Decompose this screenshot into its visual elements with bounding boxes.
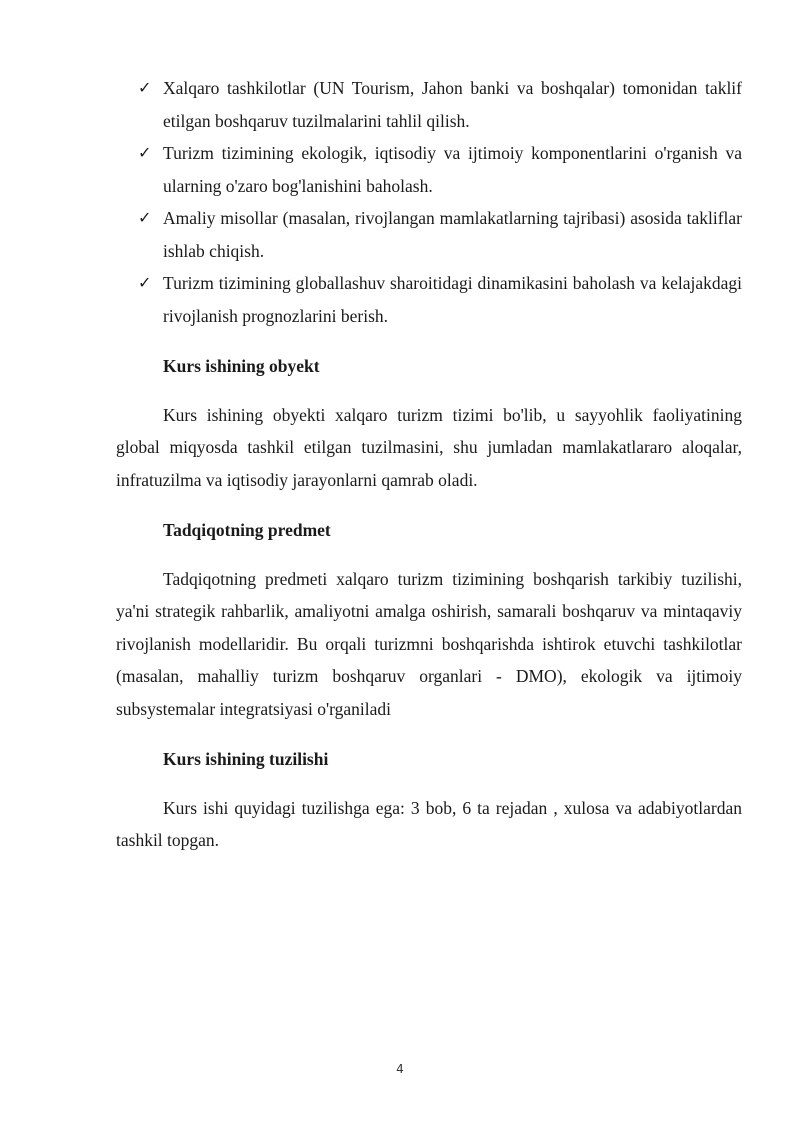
checkmark-icon: ✓: [138, 143, 152, 162]
structure-paragraph: Kurs ishi quyidagi tuzilishga ega: 3 bob, 6 ta rejadan , xulosa va adabiyotlardan tashkil topgan.: [116, 797, 742, 850]
list-item: [116, 202, 742, 267]
page-number: 4: [396, 1062, 404, 1076]
list-item: [116, 137, 742, 202]
list-item: [116, 267, 742, 332]
list-item-text: Turizm tizimining ekologik, iqtisodiy va ijtimoiy komponentlarini o'rganish va ularning o'zaro bog'lanishini baholash.: [163, 143, 742, 196]
list-item-text: Amaliy misollar (masalan, rivojlangan mamlakatlarning tajribasi) asosida takliflar ishlab chiqish.: [163, 208, 742, 261]
subject-heading: Tadqiqotning predmet: [163, 520, 331, 540]
checkmark-icon: ✓: [138, 273, 152, 292]
structure-heading: Kurs ishining tuzilishi: [163, 749, 329, 769]
checkmark-icon: ✓: [138, 208, 152, 227]
page-content: [116, 72, 742, 857]
object-paragraph: Kurs ishining obyekti xalqaro turizm tizimi bo'lib, u sayyohlik faoliyatining global miqyosda tashkil etilgan tuzilmasini, shu jumladan mamlakatlararo aloqalar, infratuzilma va iqtisodiy jarayonlarni qamrab oladi.: [116, 404, 742, 490]
object-heading: Kurs ishining obyekt: [163, 356, 320, 376]
subject-paragraph: Tadqiqotning predmeti xalqaro turizm tizimining boshqarish tarkibiy tuzilishi, ya'ni strategik rahbarlik, amaliyotni amalga oshirish, samarali boshqaruv va mintaqaviy rivojlanish modellaridir. Bu orqali turizmni boshqarishda ishtirok etuvchi tashkilotlar (masalan, mahalliy turizm boshqaruv organlari - DMO), ekologik va ijtimoiy subsystemalar integratsiyasi o'rganiladi: [116, 568, 742, 719]
list-item-text: Turizm tizimining globallashuv sharoitidagi dinamikasini baholash va kelajakdagi rivojlanish prognozlarini berish.: [163, 273, 742, 326]
list-item: [116, 72, 742, 137]
task-checklist: [116, 72, 742, 332]
list-item-text: Xalqaro tashkilotlar (UN Tourism, Jahon banki va boshqalar) tomonidan taklif etilgan boshqaruv tuzilmalarini tahlil qilish.: [163, 78, 742, 131]
checkmark-icon: ✓: [138, 78, 152, 97]
